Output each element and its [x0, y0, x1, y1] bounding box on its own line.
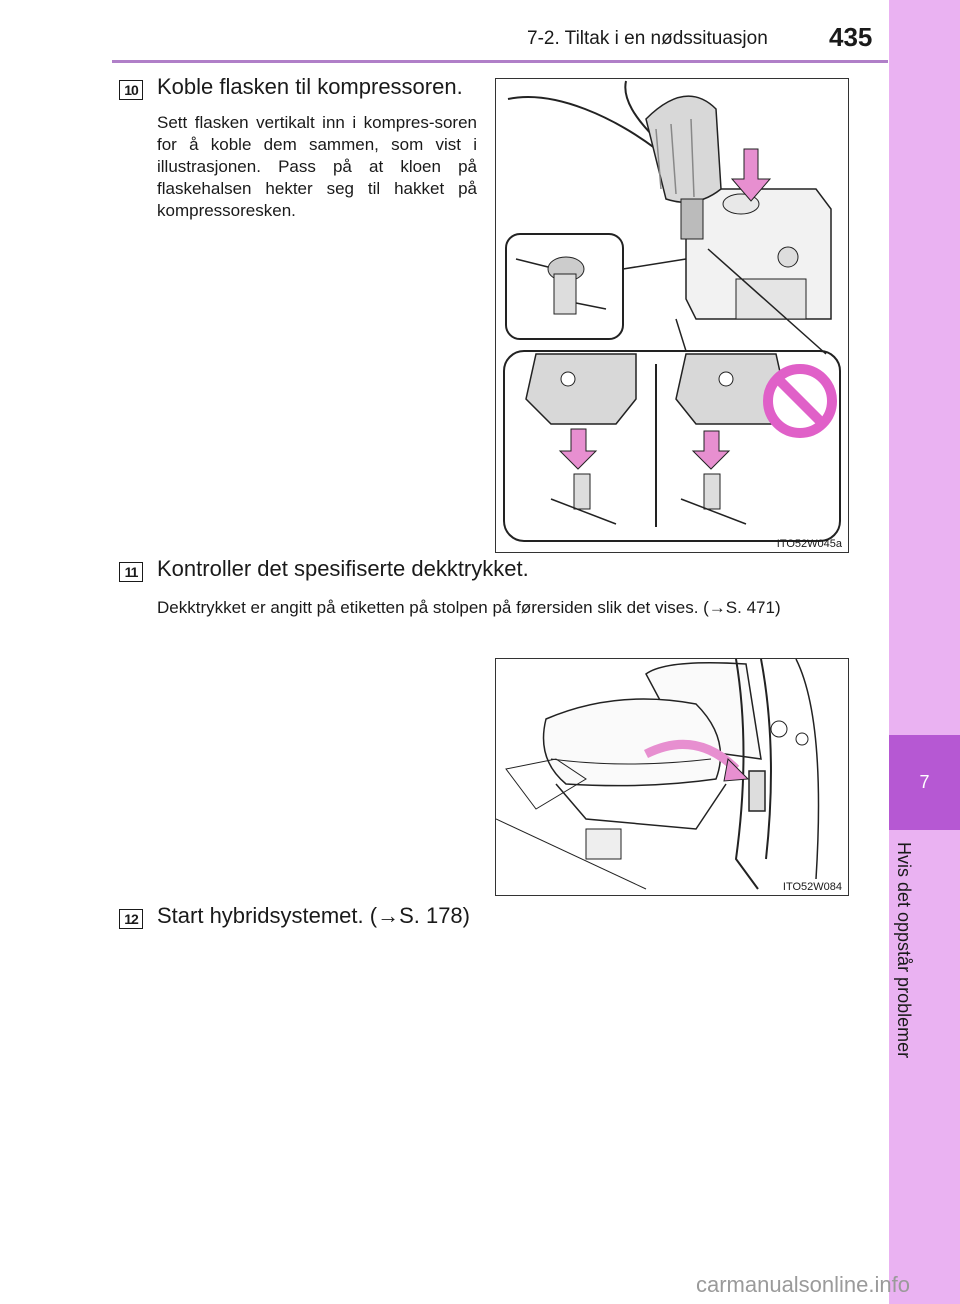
step-body: Sett flasken vertikalt inn i kompres-soren for å koble dem sammen, som vist i illustrasjonen. Pass på at kloen på flaskehalsen hekter seg til hakket på kompressoresken. [157, 113, 477, 220]
header-divider [112, 60, 888, 63]
figure-code: ITO52W084 [782, 881, 842, 893]
figure-code: ITO52W045a [776, 538, 842, 550]
chapter-title-vertical [893, 842, 923, 1082]
step-number-badge: 11 [119, 562, 143, 582]
step-title: Kontroller det spesifiserte dekktrykket. [157, 556, 529, 581]
watermark[interactable]: carmanualsonline.info [695, 1272, 910, 1297]
step-body: Dekktrykket er angitt på etiketten på stolpen på førersiden slik det vises. (→S. 471) [157, 598, 781, 617]
seat-drawing [496, 659, 848, 895]
page-number: 435 [829, 22, 873, 52]
section-header: 7-2. Tiltak i en nødssituasjon [527, 28, 768, 49]
compressor-drawing [496, 79, 848, 552]
step-title: Start hybridsystemet. (→S. 178) [157, 903, 470, 928]
seat-door-pillar-illustration [495, 658, 849, 896]
chapter-title: Hvis det oppstår problemer [894, 842, 914, 1059]
chapter-side-tab[interactable] [889, 0, 960, 1304]
tire-pressure-label [749, 771, 765, 811]
step-number-badge: 10 [119, 80, 143, 100]
bottle-compressor-illustration [495, 78, 849, 553]
step-title: Koble flasken til kompressoren. [157, 74, 463, 99]
chapter-number: 7 [919, 772, 930, 792]
step-number-badge: 12 [119, 909, 143, 929]
